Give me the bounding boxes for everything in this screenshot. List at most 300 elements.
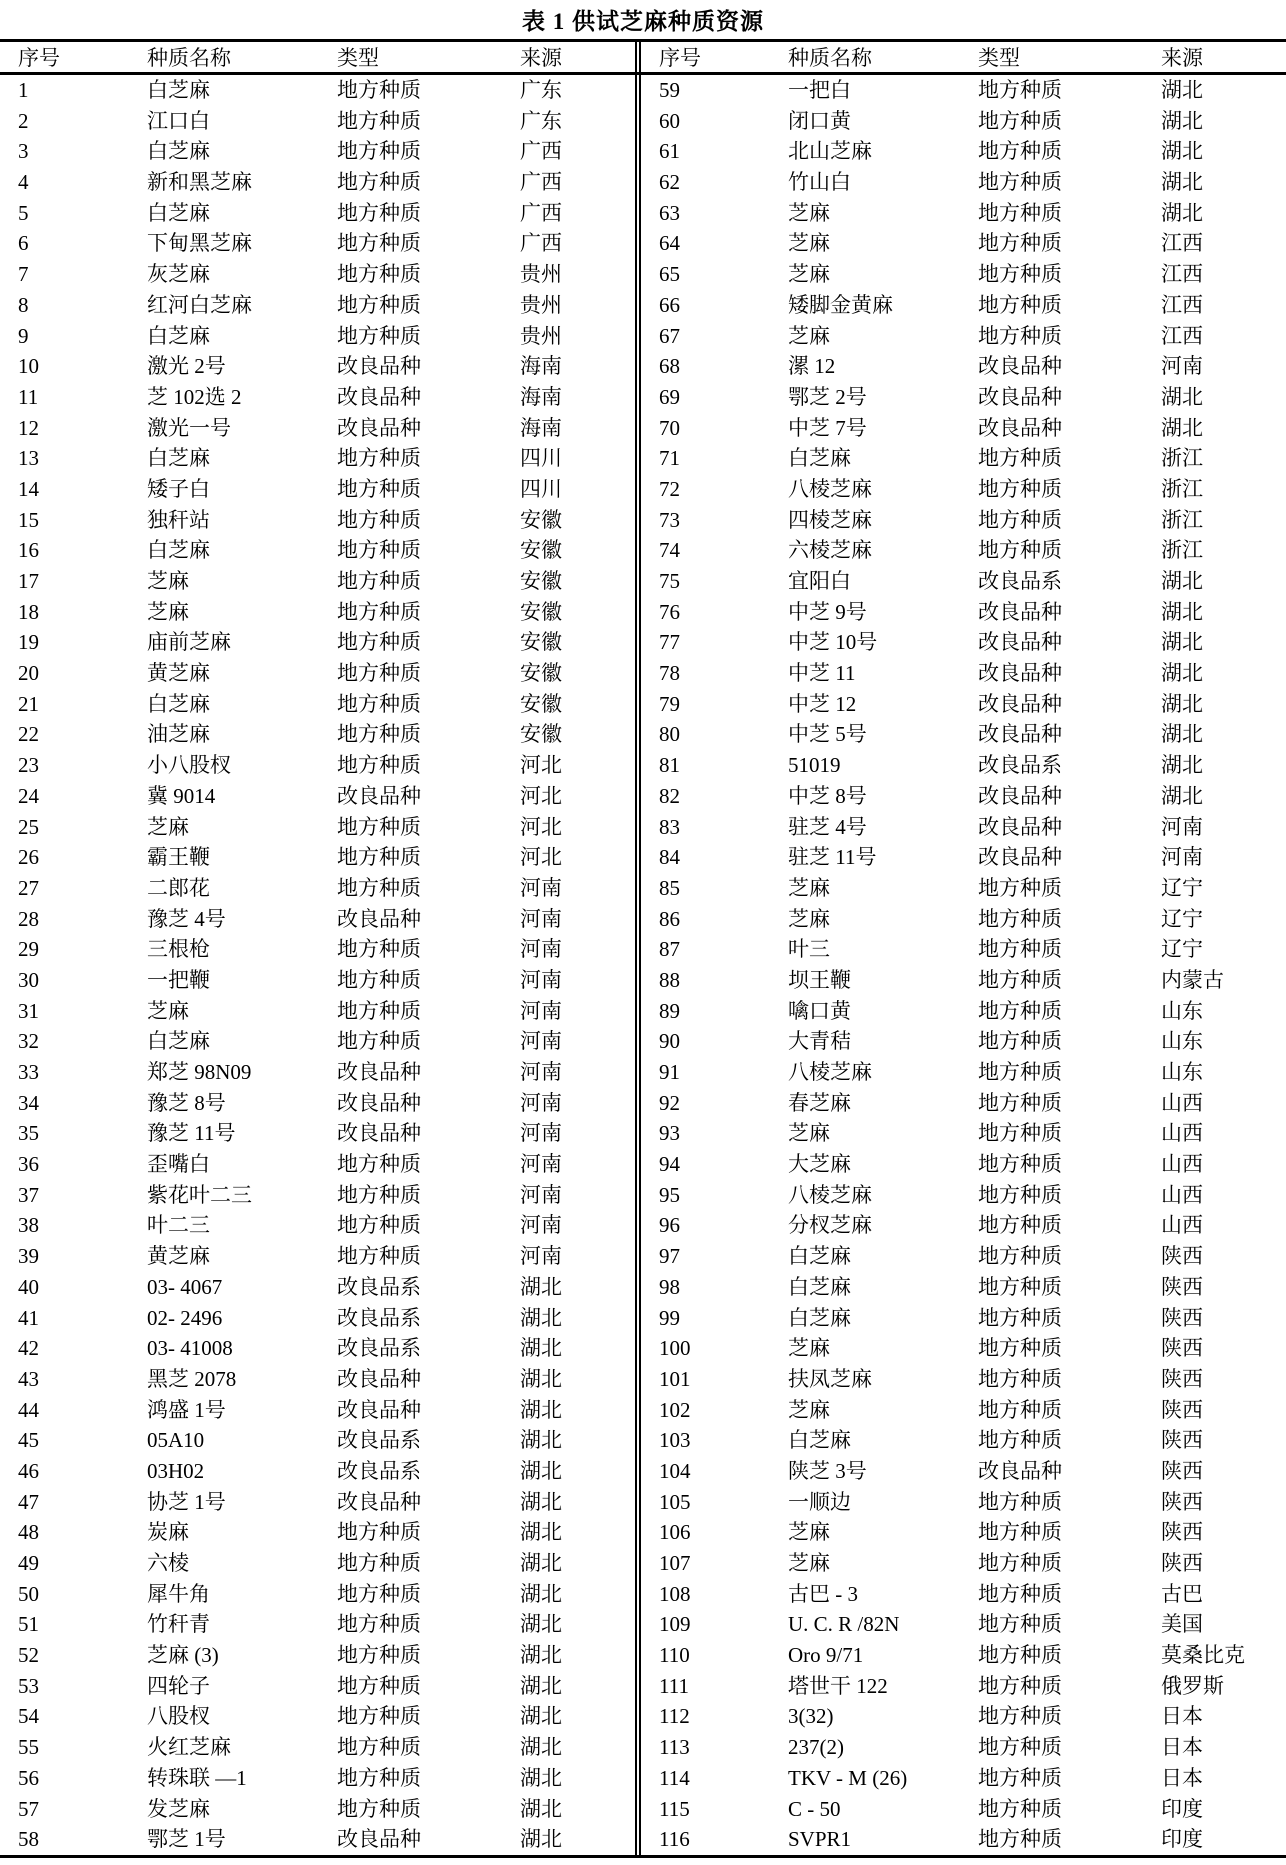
table-row <box>641 290 1286 321</box>
cell-name: 协芝 1号 <box>147 1489 226 1514</box>
cell-type: 地方种质 <box>337 292 421 317</box>
cell-type: 改良品种 <box>978 1458 1062 1483</box>
cell-no: 44 <box>18 1397 39 1422</box>
cell-type: 地方种质 <box>337 1551 421 1575</box>
table-row <box>0 228 635 259</box>
table-row <box>641 1425 1286 1456</box>
cell-name: 中芝 11 <box>788 661 856 686</box>
cell-no: 4 <box>18 170 29 195</box>
cell-name: 炭麻 <box>147 1520 189 1545</box>
table-row <box>641 627 1286 658</box>
cell-origin: 江西 <box>1161 323 1203 348</box>
table-row <box>641 382 1286 413</box>
cell-name: 大青秸 <box>788 1029 851 1054</box>
cell-type: 改良品种 <box>978 415 1062 440</box>
cell-no: 103 <box>659 1428 691 1453</box>
cell-type: 改良品种 <box>337 1489 421 1514</box>
cell-type: 地方种质 <box>978 1213 1062 1238</box>
cell-name: 02- 2496 <box>147 1305 223 1330</box>
cell-no: 7 <box>18 262 29 287</box>
cell-origin: 湖北 <box>520 1336 562 1361</box>
cell-type: 地方种质 <box>978 1643 1062 1668</box>
cell-no: 110 <box>659 1643 690 1668</box>
cell-name: 芝麻 <box>788 231 830 256</box>
cell-name: 白芝麻 <box>147 446 210 471</box>
table-row <box>0 965 635 996</box>
table-row <box>641 535 1286 566</box>
cell-origin: 湖北 <box>520 1428 562 1453</box>
cell-no: 56 <box>18 1765 39 1790</box>
cell-no: 34 <box>18 1090 39 1115</box>
table-row <box>641 1303 1286 1334</box>
cell-name: 白芝麻 <box>788 1305 851 1330</box>
cell-no: 106 <box>659 1520 691 1545</box>
cell-name: 叶二三 <box>147 1213 210 1238</box>
cell-no: 76 <box>659 599 680 624</box>
cell-no: 84 <box>659 845 680 870</box>
table-row <box>0 1088 635 1119</box>
cell-name: 芝麻 <box>788 1336 830 1361</box>
cell-origin: 湖北 <box>520 1673 562 1698</box>
cell-origin: 河南 <box>520 1060 562 1084</box>
table-row <box>641 106 1286 137</box>
table-row <box>641 842 1286 873</box>
table-row <box>641 1456 1286 1487</box>
cell-type: 地方种质 <box>337 1581 421 1606</box>
cell-no: 51 <box>18 1612 39 1637</box>
table-row <box>641 1548 1286 1579</box>
table-row <box>641 1118 1286 1149</box>
cell-type: 地方种质 <box>337 108 421 133</box>
cell-name: 03H02 <box>147 1458 205 1483</box>
cell-type: 地方种质 <box>978 1489 1062 1514</box>
cell-type: 地方种质 <box>337 1520 421 1545</box>
table-row <box>641 1026 1286 1057</box>
cell-type: 地方种质 <box>978 1029 1062 1054</box>
cell-origin: 陕西 <box>1161 1305 1203 1330</box>
cell-name: 庙前芝麻 <box>147 630 231 655</box>
cell-name: 芝麻 <box>788 1520 830 1545</box>
cell-type: 地方种质 <box>337 200 421 225</box>
cell-no: 77 <box>659 630 680 655</box>
cell-name: 驻芝 11号 <box>788 845 877 870</box>
table-row <box>0 198 635 229</box>
table-row <box>0 904 635 935</box>
cell-name: 中芝 8号 <box>788 783 867 808</box>
cell-origin: 山东 <box>1161 998 1203 1023</box>
cell-type: 地方种质 <box>978 1428 1062 1453</box>
cell-type: 地方种质 <box>337 753 421 778</box>
table-row <box>0 1149 635 1180</box>
table-row <box>0 136 635 167</box>
cell-no: 101 <box>659 1366 691 1391</box>
cell-no: 6 <box>18 231 29 256</box>
cell-type: 改良品系 <box>978 569 1062 593</box>
cell-type: 改良品种 <box>978 354 1062 379</box>
cell-no: 99 <box>659 1305 680 1330</box>
cell-name: 芝麻 <box>147 569 189 593</box>
cell-origin: 浙江 <box>1161 507 1203 532</box>
cell-type: 改良品种 <box>978 845 1062 870</box>
cell-origin: 湖北 <box>520 1458 562 1483</box>
cell-origin: 湖北 <box>520 1551 562 1575</box>
cell-no: 32 <box>18 1029 39 1054</box>
cell-name: 白芝麻 <box>147 200 210 225</box>
cell-origin: 四川 <box>520 476 562 501</box>
cell-name: 北山芝麻 <box>788 139 872 164</box>
cell-name: 中芝 5号 <box>788 722 867 747</box>
cell-origin: 河南 <box>520 1213 562 1238</box>
cell-type: 地方种质 <box>337 998 421 1023</box>
cell-origin: 河南 <box>1161 845 1203 870</box>
cell-type: 地方种质 <box>337 630 421 655</box>
cell-name: 鄂芝 1号 <box>147 1827 226 1852</box>
cell-no: 53 <box>18 1673 39 1698</box>
cell-no: 28 <box>18 906 39 931</box>
cell-no: 105 <box>659 1489 691 1514</box>
germplasm-table-left <box>0 42 635 1855</box>
table-row <box>641 198 1286 229</box>
table-row <box>641 1395 1286 1426</box>
cell-type: 改良品系 <box>337 1305 421 1330</box>
cell-type: 地方种质 <box>978 1336 1062 1361</box>
cell-no: 81 <box>659 753 680 778</box>
cell-type: 地方种质 <box>978 1152 1062 1177</box>
cell-type: 地方种质 <box>337 814 421 839</box>
cell-type: 地方种质 <box>978 108 1062 133</box>
cell-no: 87 <box>659 937 680 962</box>
cell-origin: 贵州 <box>520 323 562 348</box>
cell-no: 85 <box>659 875 680 900</box>
cell-name: 白芝麻 <box>788 1274 851 1299</box>
cell-origin: 海南 <box>520 384 562 409</box>
header-row <box>0 42 635 74</box>
cell-no: 2 <box>18 108 29 133</box>
table-row <box>0 474 635 505</box>
table-row <box>641 750 1286 781</box>
cell-type: 改良品种 <box>978 691 1062 716</box>
cell-type: 改良品系 <box>337 1428 421 1453</box>
cell-no: 115 <box>659 1796 690 1821</box>
cell-no: 19 <box>18 630 39 655</box>
cell-no: 3 <box>18 139 29 164</box>
cell-no: 63 <box>659 200 680 225</box>
table-row <box>641 1732 1286 1763</box>
cell-type: 改良品种 <box>978 630 1062 655</box>
table-row <box>641 74 1286 106</box>
cell-no: 14 <box>18 476 39 501</box>
table-row <box>0 321 635 352</box>
table-row <box>0 1303 635 1334</box>
table-row <box>641 1671 1286 1702</box>
table-row <box>0 1026 635 1057</box>
cell-no: 89 <box>659 998 680 1023</box>
column-header-origin: 来源 <box>520 42 635 74</box>
table-row <box>641 321 1286 352</box>
cell-no: 33 <box>18 1060 39 1084</box>
cell-no: 71 <box>659 446 680 471</box>
table-row <box>0 1487 635 1518</box>
table-row <box>641 1794 1286 1825</box>
cell-no: 57 <box>18 1796 39 1821</box>
cell-type: 地方种质 <box>337 1182 421 1207</box>
table-row <box>0 658 635 689</box>
cell-no: 90 <box>659 1029 680 1054</box>
cell-type: 改良品系 <box>978 753 1062 778</box>
cell-type: 地方种质 <box>337 1704 421 1729</box>
cell-no: 5 <box>18 200 29 225</box>
cell-origin: 陕西 <box>1161 1274 1203 1299</box>
cell-origin: 山西 <box>1161 1152 1203 1177</box>
table-row <box>0 566 635 597</box>
table-row <box>0 1118 635 1149</box>
cell-type: 地方种质 <box>978 78 1062 102</box>
cell-origin: 江西 <box>1161 292 1203 317</box>
cell-no: 112 <box>659 1704 690 1729</box>
cell-name: 小八股杈 <box>147 753 231 778</box>
table-row <box>641 996 1286 1027</box>
cell-no: 55 <box>18 1735 39 1760</box>
cell-no: 31 <box>18 998 39 1023</box>
cell-origin: 浙江 <box>1161 446 1203 471</box>
cell-origin: 安徽 <box>520 691 562 716</box>
cell-origin: 陕西 <box>1161 1366 1203 1391</box>
cell-origin: 湖北 <box>1161 569 1203 593</box>
cell-no: 23 <box>18 753 39 778</box>
table-row <box>0 934 635 965</box>
cell-name: 独秆站 <box>147 507 210 532</box>
cell-origin: 河南 <box>520 998 562 1023</box>
cell-type: 改良品种 <box>978 661 1062 686</box>
cell-type: 改良品种 <box>978 722 1062 747</box>
table-row <box>641 904 1286 935</box>
table-row <box>0 1794 635 1825</box>
germplasm-table <box>0 39 1286 1858</box>
cell-name: 宜阳白 <box>788 569 851 593</box>
cell-origin: 日本 <box>1161 1735 1203 1760</box>
cell-type: 地方种质 <box>337 170 421 195</box>
cell-origin: 河南 <box>520 967 562 992</box>
cell-type: 改良品种 <box>337 1121 421 1146</box>
table-row <box>0 597 635 628</box>
cell-name: 51019 <box>788 753 841 778</box>
cell-type: 地方种质 <box>978 906 1062 931</box>
cell-type: 地方种质 <box>337 1612 421 1637</box>
table-row <box>0 290 635 321</box>
table-row <box>0 1333 635 1364</box>
cell-name: 白芝麻 <box>147 323 210 348</box>
cell-origin: 安徽 <box>520 661 562 686</box>
cell-no: 93 <box>659 1121 680 1146</box>
cell-name: 闭口黄 <box>788 108 851 133</box>
cell-origin: 河南 <box>520 1121 562 1146</box>
cell-origin: 安徽 <box>520 507 562 532</box>
cell-origin: 湖北 <box>1161 691 1203 716</box>
cell-origin: 辽宁 <box>1161 906 1203 931</box>
table-row <box>641 1609 1286 1640</box>
cell-no: 18 <box>18 599 39 624</box>
cell-type: 地方种质 <box>337 1673 421 1698</box>
cell-no: 50 <box>18 1581 39 1606</box>
cell-type: 地方种质 <box>978 1765 1062 1790</box>
cell-name: 黄芝麻 <box>147 1244 210 1269</box>
cell-no: 82 <box>659 783 680 808</box>
cell-no: 60 <box>659 108 680 133</box>
cell-name: 03- 41008 <box>147 1336 233 1361</box>
cell-origin: 湖北 <box>520 1643 562 1668</box>
cell-origin: 江西 <box>1161 231 1203 256</box>
table-row <box>0 1210 635 1241</box>
cell-no: 98 <box>659 1274 680 1299</box>
cell-origin: 贵州 <box>520 292 562 317</box>
cell-origin: 湖北 <box>520 1520 562 1545</box>
table-row <box>0 1732 635 1763</box>
cell-name: 05A10 <box>147 1428 205 1453</box>
cell-origin: 湖北 <box>1161 630 1203 655</box>
cell-type: 地方种质 <box>337 538 421 563</box>
cell-type: 地方种质 <box>337 1643 421 1668</box>
cell-name: 白芝麻 <box>147 139 210 164</box>
cell-no: 114 <box>659 1765 690 1790</box>
table-row <box>641 1640 1286 1671</box>
cell-type: 地方种质 <box>978 1274 1062 1299</box>
cell-name: 驻芝 4号 <box>788 814 867 839</box>
cell-name: 陕芝 3号 <box>788 1458 867 1483</box>
cell-type: 改良品种 <box>337 354 421 379</box>
cell-origin: 贵州 <box>520 262 562 287</box>
cell-no: 36 <box>18 1152 39 1177</box>
cell-no: 70 <box>659 415 680 440</box>
cell-type: 改良品系 <box>337 1458 421 1483</box>
cell-origin: 河北 <box>520 783 562 808</box>
cell-name: 春芝麻 <box>788 1090 851 1115</box>
table-row <box>641 965 1286 996</box>
cell-origin: 湖北 <box>1161 783 1203 808</box>
cell-origin: 辽宁 <box>1161 937 1203 962</box>
cell-type: 地方种质 <box>337 691 421 716</box>
cell-name: 四轮子 <box>147 1673 210 1698</box>
cell-origin: 美国 <box>1161 1612 1203 1637</box>
cell-type: 改良品种 <box>337 384 421 409</box>
table-row <box>641 934 1286 965</box>
cell-name: 芝麻 <box>788 1551 830 1575</box>
table-row <box>641 228 1286 259</box>
cell-type: 地方种质 <box>337 1213 421 1238</box>
cell-name: 白芝麻 <box>788 446 851 471</box>
cell-type: 地方种质 <box>978 139 1062 164</box>
cell-no: 24 <box>18 783 39 808</box>
table-row <box>0 1671 635 1702</box>
cell-type: 地方种质 <box>978 1827 1062 1852</box>
cell-type: 地方种质 <box>978 1796 1062 1821</box>
cell-no: 38 <box>18 1213 39 1238</box>
cell-origin: 安徽 <box>520 538 562 563</box>
table-row <box>641 1487 1286 1518</box>
cell-name: 白芝麻 <box>788 1428 851 1453</box>
cell-name: 03- 4067 <box>147 1274 223 1299</box>
cell-origin: 陕西 <box>1161 1458 1203 1483</box>
cell-type: 地方种质 <box>337 569 421 593</box>
cell-no: 9 <box>18 323 29 348</box>
cell-name: 大芝麻 <box>788 1152 851 1177</box>
cell-type: 改良品种 <box>337 906 421 931</box>
cell-origin: 湖北 <box>1161 661 1203 686</box>
table-row <box>0 996 635 1027</box>
cell-origin: 河南 <box>520 1090 562 1115</box>
cell-type: 地方种质 <box>337 1244 421 1269</box>
cell-type: 地方种质 <box>978 200 1062 225</box>
cell-type: 改良品种 <box>337 1397 421 1422</box>
cell-type: 改良品种 <box>337 1090 421 1115</box>
cell-origin: 江西 <box>1161 262 1203 287</box>
cell-type: 地方种质 <box>978 1551 1062 1575</box>
cell-origin: 广东 <box>520 78 562 102</box>
cell-name: 下甸黑芝麻 <box>147 231 252 256</box>
cell-type: 地方种质 <box>978 1090 1062 1115</box>
cell-no: 79 <box>659 691 680 716</box>
column-header-origin: 来源 <box>1161 42 1286 74</box>
cell-no: 116 <box>659 1827 690 1852</box>
table-row <box>0 1701 635 1732</box>
cell-type: 改良品系 <box>337 1274 421 1299</box>
table-row <box>641 1088 1286 1119</box>
cell-type: 地方种质 <box>978 1182 1062 1207</box>
cell-no: 96 <box>659 1213 680 1238</box>
cell-origin: 河南 <box>1161 354 1203 379</box>
cell-type: 改良品种 <box>978 783 1062 808</box>
cell-origin: 陕西 <box>1161 1244 1203 1269</box>
cell-no: 49 <box>18 1551 39 1575</box>
table-row <box>0 1579 635 1610</box>
cell-no: 52 <box>18 1643 39 1668</box>
cell-origin: 河南 <box>1161 814 1203 839</box>
cell-type: 地方种质 <box>337 476 421 501</box>
cell-no: 22 <box>18 722 39 747</box>
cell-no: 11 <box>18 384 39 409</box>
cell-name: 矮脚金黄麻 <box>788 292 893 317</box>
cell-type: 地方种质 <box>978 476 1062 501</box>
table-row <box>0 259 635 290</box>
table-row <box>0 719 635 750</box>
cell-no: 68 <box>659 354 680 379</box>
cell-type: 地方种质 <box>337 599 421 624</box>
table-row <box>0 1640 635 1671</box>
table-row <box>641 136 1286 167</box>
cell-origin: 广西 <box>520 139 562 164</box>
cell-origin: 安徽 <box>520 722 562 747</box>
cell-origin: 湖北 <box>520 1796 562 1821</box>
cell-no: 39 <box>18 1244 39 1269</box>
cell-name: 扶凤芝麻 <box>788 1366 872 1391</box>
cell-name: 中芝 12 <box>788 691 857 716</box>
cell-origin: 陕西 <box>1161 1520 1203 1545</box>
cell-no: 102 <box>659 1397 691 1422</box>
cell-origin: 河南 <box>520 937 562 962</box>
cell-name: 白芝麻 <box>147 538 210 563</box>
table-header-right <box>641 42 1286 74</box>
cell-name: 油芝麻 <box>147 722 210 747</box>
cell-type: 地方种质 <box>978 262 1062 287</box>
cell-type: 地方种质 <box>337 1765 421 1790</box>
cell-no: 21 <box>18 691 39 716</box>
table-row <box>0 1180 635 1211</box>
table-row <box>0 505 635 536</box>
table-row <box>641 1763 1286 1794</box>
cell-no: 97 <box>659 1244 680 1269</box>
cell-name: 白芝麻 <box>788 1244 851 1269</box>
table-row <box>641 658 1286 689</box>
cell-type: 地方种质 <box>337 722 421 747</box>
